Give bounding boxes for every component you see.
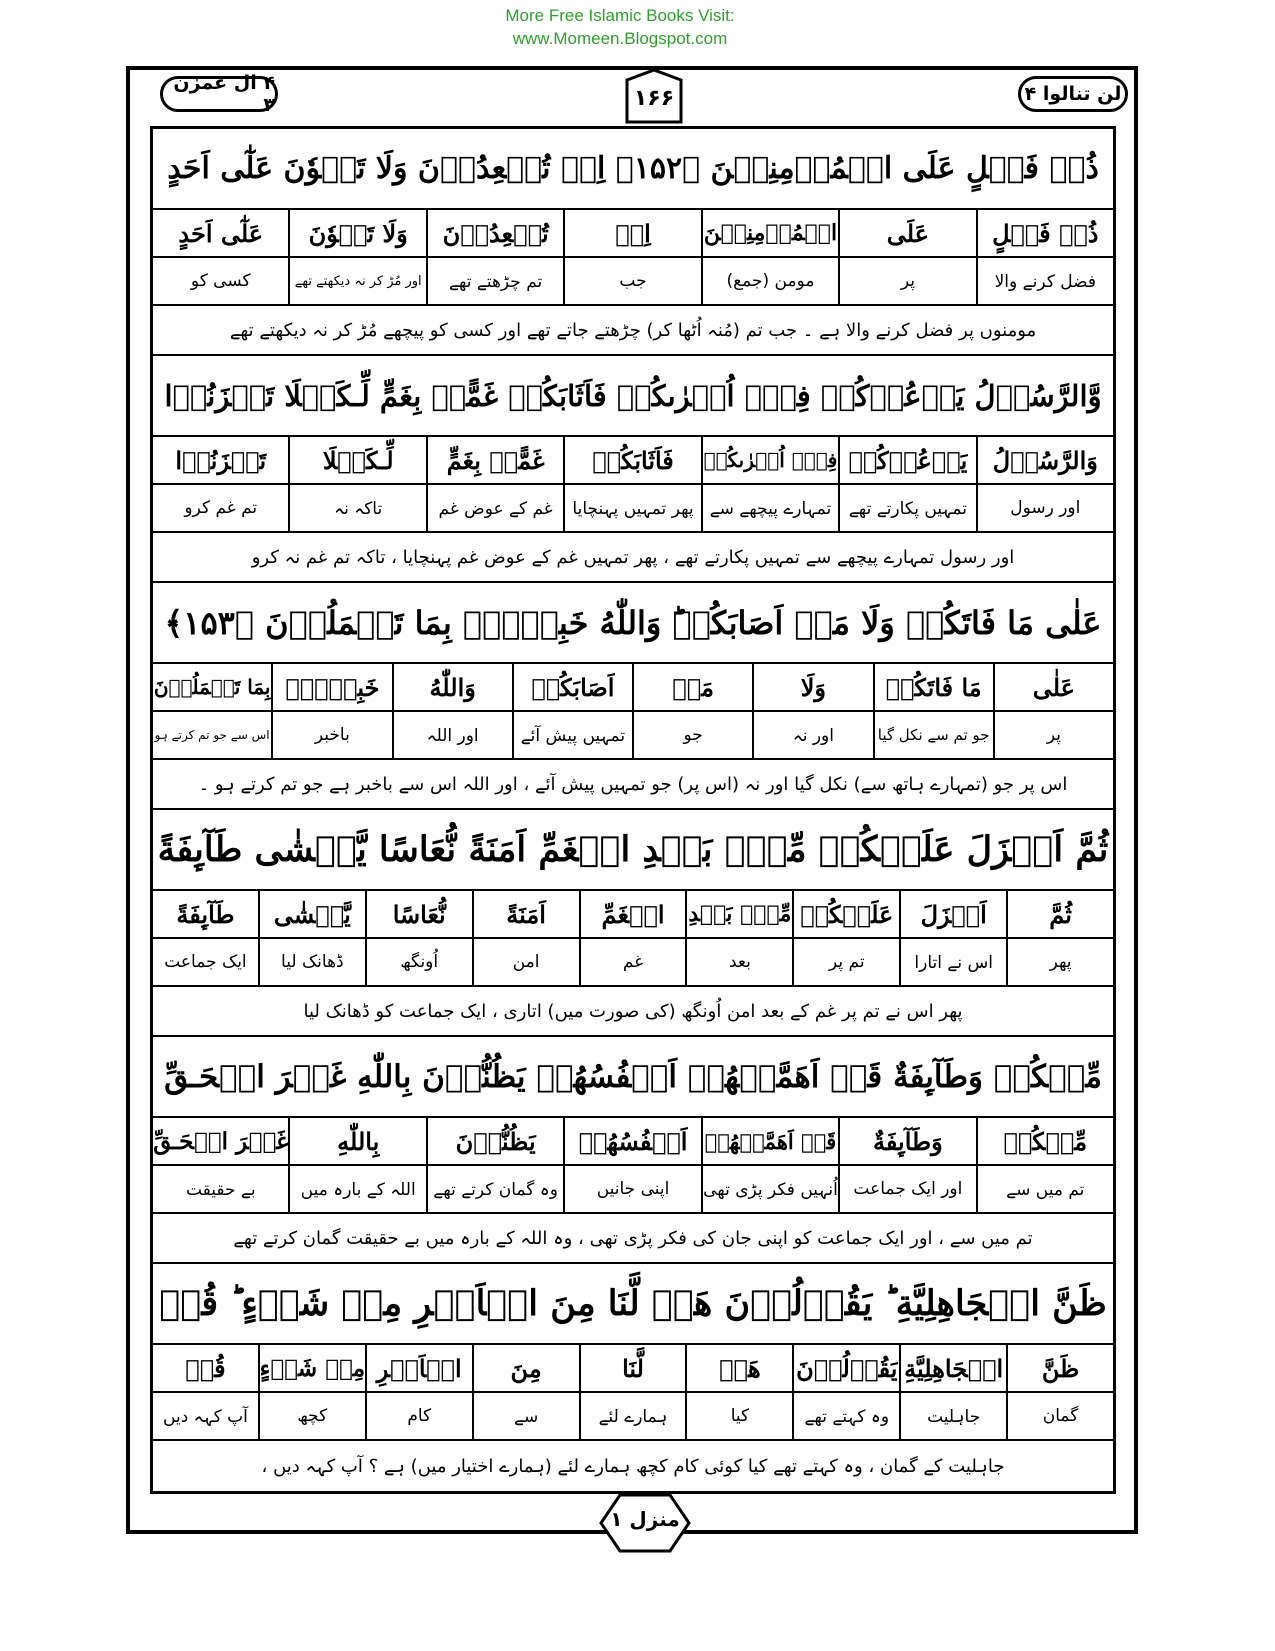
arabic-word-cell: الۡاَمۡرِ bbox=[365, 1345, 472, 1391]
urdu-meaning-cell: تم چڑھتے تھے bbox=[426, 258, 563, 304]
urdu-meaning-cell: جاہلیت bbox=[899, 1393, 1006, 1439]
verse-block bbox=[153, 356, 1113, 583]
arabic-word-cell: غَمًّاۢ بِغَمٍّ bbox=[426, 437, 563, 483]
urdu-meaning-cell: تمہارے پیچھے سے bbox=[701, 485, 838, 531]
arabic-word-cell: يَقُوۡلُوۡنَ bbox=[792, 1345, 899, 1391]
arabic-word-cell: مِّنۡكُمۡ bbox=[976, 1118, 1113, 1164]
urdu-meaning-cell: تمہیں پیش آئے bbox=[512, 712, 632, 758]
manzil-label: منزل ۱ bbox=[610, 1507, 680, 1531]
urdu-translation: پھر اس نے تم پر غم کے بعد امن اُونگھ (کی صورت میں) اتاری ، ایک جماعت کو ڈھانک لیا bbox=[153, 987, 1113, 1037]
urdu-meaning-cell: کسی کو bbox=[190, 271, 251, 291]
urdu-meaning-cell: تمہیں پکارتے تھے bbox=[838, 485, 975, 531]
urdu-meaning-cell: اُونگھ bbox=[365, 939, 472, 985]
urdu-meaning-cell: اس سے جو تم کرتے ہو bbox=[154, 728, 270, 742]
arabic-word-cell: مِنَ bbox=[472, 1345, 579, 1391]
juz-name-header: لن تنالوا ۴ bbox=[1018, 76, 1128, 112]
arabic-word-cell: تَحۡزَنُوۡا bbox=[175, 445, 267, 475]
arabic-word-cell: خَبِيۡرٌۢ bbox=[271, 664, 391, 710]
verse-block bbox=[153, 129, 1113, 356]
urdu-meaning-cell: جو bbox=[632, 712, 752, 758]
arabic-word-cell: لَّنَا bbox=[579, 1345, 686, 1391]
promo-url[interactable]: www.Momeen.Blogspot.com bbox=[512, 29, 728, 48]
urdu-meaning-cell: پھر bbox=[1006, 939, 1113, 985]
verse-text: ذُوۡ فَضۡلٍ عَلَى الۡمُؤۡمِنِيۡنَ ﴿۱۵۲﴾ اِذۡ تُصۡعِدُوۡنَ وَلَا تَلۡوٗنَ عَلٰٓى اَحَدٍ bbox=[153, 129, 1113, 210]
urdu-meaning-cell: باخبر bbox=[271, 712, 391, 758]
arabic-word-cell: وَطَآٮِٕفَةٌ bbox=[838, 1118, 975, 1164]
urdu-meaning-cell: تم غم کرو bbox=[184, 498, 258, 518]
meaning-row bbox=[153, 939, 1113, 987]
urdu-translation: اس پر جو (تمہارے ہاتھ سے) نکل گیا اور نہ (اس پر) جو تمہیں پیش آئے ، اور اللہ اس سے باخبر ہے جو تم کرتے ہو ۔ bbox=[153, 760, 1113, 810]
arabic-word-cell: عَلَى bbox=[838, 210, 975, 256]
meaning-row bbox=[153, 485, 1113, 533]
page-number-badge bbox=[613, 68, 695, 124]
urdu-meaning-cell: اللہ کے بارہ میں bbox=[288, 1166, 425, 1212]
urdu-meaning-cell: مومن (جمع) bbox=[701, 258, 838, 304]
urdu-meaning-cell: اور ایک جماعت bbox=[838, 1166, 975, 1212]
arabic-word-cell: اَمَنَةً bbox=[472, 891, 579, 937]
urdu-meaning-cell: کچھ bbox=[258, 1393, 365, 1439]
arabic-word-cell: ظَنَّ bbox=[1006, 1345, 1113, 1391]
urdu-meaning-cell: غم bbox=[579, 939, 686, 985]
urdu-translation: مومنوں پر فضل کرنے والا ہے ۔ جب تم (مُنہ اُٹھا کر) چڑھتے جاتے تھے اور کسی کو پیچھے مُڑ کر نہ دیکھتے تھے bbox=[153, 306, 1113, 356]
urdu-meaning-cell: اور رسول bbox=[976, 485, 1113, 531]
verse-block bbox=[153, 1037, 1113, 1264]
word-row bbox=[153, 664, 1113, 712]
urdu-meaning-cell: غم کے عوض غم bbox=[426, 485, 563, 531]
arabic-word-cell: ذُوۡ فَضۡلٍ bbox=[976, 210, 1113, 256]
urdu-meaning-cell: تم میں سے bbox=[976, 1166, 1113, 1212]
arabic-word-cell: نُّعَاسًا bbox=[365, 891, 472, 937]
verse-block bbox=[153, 583, 1113, 810]
arabic-word-cell: عَلَيۡكُمۡ bbox=[792, 891, 899, 937]
page-number: ۱۶۶ bbox=[633, 86, 675, 111]
surah-name-header: ۴ ال عمرٰن ۳ bbox=[160, 76, 278, 112]
urdu-meaning-cell: جب bbox=[563, 258, 700, 304]
arabic-word-cell: مِنۡ شَىۡءٍ bbox=[258, 1345, 365, 1391]
urdu-meaning-cell: ایک جماعت bbox=[164, 952, 247, 972]
meaning-row bbox=[153, 1166, 1113, 1214]
arabic-word-cell: عَلٰٓى اَحَدٍ bbox=[178, 218, 264, 248]
arabic-word-cell: لِّـكَيۡلَا bbox=[288, 437, 425, 483]
promo-banner[interactable] bbox=[0, 4, 1240, 50]
urdu-meaning-cell: پر bbox=[993, 712, 1113, 758]
arabic-word-cell: غَيۡرَ الۡحَـقِّ bbox=[153, 1127, 289, 1155]
verse-text: ظَنَّ الۡجَاهِلِيَّةِ‌ ؕ يَقُوۡلُوۡنَ هَلۡ لَّنَا مِنَ الۡاَمۡرِ مِنۡ شَىۡءٍ‌ ؕ قُلۡ bbox=[153, 1264, 1113, 1345]
arabic-word-cell: قَدۡ اَهَمَّتۡهُمۡ bbox=[701, 1118, 838, 1164]
verse-block bbox=[153, 810, 1113, 1037]
urdu-meaning-cell: اور اللہ bbox=[392, 712, 512, 758]
arabic-word-cell: الۡجَاهِلِيَّةِ bbox=[899, 1345, 1006, 1391]
arabic-word-cell: مَا فَاتَكُمۡ bbox=[873, 664, 993, 710]
urdu-meaning-cell: ڈھانک لیا bbox=[258, 939, 365, 985]
urdu-meaning-cell: فضل کرنے والا bbox=[976, 258, 1113, 304]
urdu-meaning-cell: آپ کہہ دیں bbox=[163, 1406, 248, 1427]
urdu-meaning-cell: پر bbox=[838, 258, 975, 304]
urdu-meaning-cell: اور نہ bbox=[752, 712, 872, 758]
urdu-translation: جاہلیت کے گمان ، وہ کہتے تھے کیا کوئی کام کچھ ہمارے لئے (ہمارے اختیار میں) ہے ؟ آپ کہہ دیں ، bbox=[261, 1455, 1005, 1477]
arabic-word-cell: اَصَابَكُمۡ bbox=[512, 664, 632, 710]
verse-block bbox=[153, 1264, 1113, 1491]
urdu-meaning-cell: اپنی جانیں bbox=[563, 1166, 700, 1212]
arabic-word-cell: اَنۡفُسُهُمۡ bbox=[563, 1118, 700, 1164]
arabic-word-cell: اِذۡ bbox=[563, 210, 700, 256]
meaning-row bbox=[153, 712, 1113, 760]
quran-content bbox=[153, 129, 1113, 1491]
arabic-word-cell: ثُمَّ bbox=[1006, 891, 1113, 937]
urdu-translation: تم میں سے ، اور ایک جماعت کو اپنی جان کی فکر پڑی تھی ، وہ اللہ کے بارہ میں بے حقیقت گمان کرتے تھے bbox=[153, 1214, 1113, 1264]
urdu-translation: اور رسول تمہارے پیچھے سے تمہیں پکارتے تھے ، پھر تمہیں غم کے عوض غم پہنچایا ، تاکہ تم غم نہ کرو bbox=[153, 533, 1113, 583]
arabic-word-cell: فَاَثَابَكُمۡ bbox=[563, 437, 700, 483]
urdu-meaning-cell: کام bbox=[365, 1393, 472, 1439]
urdu-meaning-cell: کیا bbox=[685, 1393, 792, 1439]
arabic-word-cell: بِمَا تَعۡمَلُوۡنَ bbox=[153, 675, 271, 699]
word-row bbox=[153, 1345, 1113, 1393]
urdu-meaning-cell: پھر تمہیں پہنچایا bbox=[563, 485, 700, 531]
arabic-word-cell: هَلۡ bbox=[685, 1345, 792, 1391]
arabic-word-cell: وَالرَّسُوۡلُ bbox=[976, 437, 1113, 483]
arabic-word-cell: قُلۡ bbox=[185, 1353, 226, 1383]
arabic-word-cell: الۡغَمِّ bbox=[579, 891, 686, 937]
urdu-meaning-cell: اُنہیں فکر پڑی تھی bbox=[701, 1166, 838, 1212]
arabic-word-cell: يَظُنُّوۡنَ bbox=[426, 1118, 563, 1164]
arabic-word-cell: عَلٰى bbox=[993, 664, 1113, 710]
urdu-meaning-cell: تم پر bbox=[792, 939, 899, 985]
arabic-word-cell: بِاللّٰهِ bbox=[288, 1118, 425, 1164]
arabic-word-cell: الۡمُؤۡمِنِيۡنَ bbox=[701, 210, 838, 256]
urdu-meaning-cell: تاکہ نہ bbox=[288, 485, 425, 531]
urdu-meaning-cell: بے حقیقت bbox=[185, 1179, 256, 1200]
arabic-word-cell: يَدۡعُوۡكُمۡ bbox=[838, 437, 975, 483]
arabic-word-cell: مِّنۡۢ بَعۡدِ bbox=[685, 891, 792, 937]
urdu-meaning-cell: وہ گمان کرتے تھے bbox=[426, 1166, 563, 1212]
verse-text: وَّالرَّسُوۡلُ يَدۡعُوۡكُمۡ فِىۡۤ اُخۡرٰٮكُمۡ فَاَثَابَكُمۡ غَمًّاۢ بِغَمٍّ لِّـكَيۡلَا تَحۡزَنُوۡا bbox=[153, 356, 1113, 437]
urdu-meaning-cell: بعد bbox=[685, 939, 792, 985]
arabic-word-cell: وَلَا bbox=[752, 664, 872, 710]
arabic-word-cell: يَّغۡشٰى bbox=[258, 891, 365, 937]
verse-text: ثُمَّ اَنۡزَلَ عَلَيۡكُمۡ مِّنۡۢ بَعۡدِ الۡغَمِّ اَمَنَةً نُّعَاسًا يَّغۡشٰى طَآٮِٕفَةً bbox=[153, 810, 1113, 891]
verse-text: مِّنۡكُمۡ‌ وَطَآٮِٕفَةٌ قَدۡ اَهَمَّتۡهُمۡ اَنۡفُسُهُمۡ يَظُنُّوۡنَ بِاللّٰهِ غَيۡرَ الۡحَـقِّ bbox=[153, 1037, 1113, 1118]
arabic-word-cell: وَاللّٰهُ bbox=[392, 664, 512, 710]
urdu-meaning-cell: سے bbox=[472, 1393, 579, 1439]
meaning-row bbox=[153, 258, 1113, 306]
promo-line-1: More Free Islamic Books Visit: bbox=[505, 6, 735, 25]
urdu-meaning-cell: ہمارے لئے bbox=[579, 1393, 686, 1439]
arabic-word-cell: تُصۡعِدُوۡنَ bbox=[426, 210, 563, 256]
manzil-badge bbox=[598, 1492, 692, 1554]
urdu-meaning-cell: وہ کہتے تھے bbox=[792, 1393, 899, 1439]
arabic-word-cell: مَاۤ bbox=[632, 664, 752, 710]
urdu-meaning-cell: جو تم سے نکل گیا bbox=[873, 712, 993, 758]
verse-text: عَلٰى مَا فَاتَكُمۡ وَلَا مَاۤ اَصَابَكُمۡ‌ؕ وَاللّٰهُ خَبِيۡرٌۢ بِمَا تَعۡمَلُوۡنَ ﴿۱۵۳﴾ bbox=[153, 583, 1113, 664]
arabic-word-cell: وَلَا تَلۡوٗنَ bbox=[288, 210, 425, 256]
word-row bbox=[153, 891, 1113, 939]
urdu-meaning-cell: اور مُڑ کر نہ دیکھتے تھے bbox=[288, 258, 425, 304]
urdu-meaning-cell: امن bbox=[472, 939, 579, 985]
meaning-row bbox=[153, 1393, 1113, 1441]
arabic-word-cell: فِىۡۤ اُخۡرٰٮكُمۡ bbox=[701, 437, 838, 483]
word-row bbox=[153, 437, 1113, 485]
word-row bbox=[153, 210, 1113, 258]
word-row bbox=[153, 1118, 1113, 1166]
urdu-meaning-cell: گمان bbox=[1006, 1393, 1113, 1439]
urdu-meaning-cell: اس نے اتارا bbox=[899, 939, 1006, 985]
arabic-word-cell: طَآٮِٕفَةً bbox=[176, 899, 235, 929]
arabic-word-cell: اَنۡزَلَ bbox=[899, 891, 1006, 937]
